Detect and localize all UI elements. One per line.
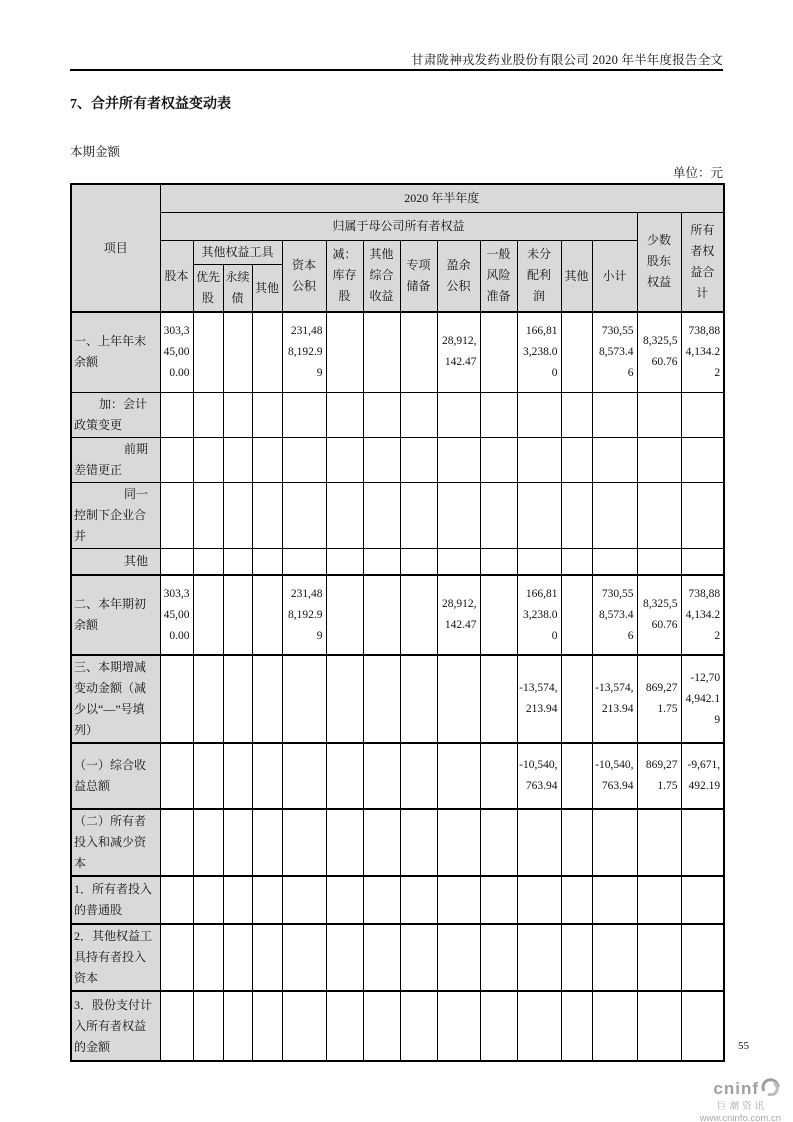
value-cell (480, 924, 517, 991)
value-cell (252, 743, 282, 809)
value-cell (561, 809, 592, 876)
value-cell (193, 655, 223, 743)
value-cell (480, 655, 517, 743)
value-cell (160, 924, 193, 991)
value-cell (437, 991, 480, 1061)
total-owners-equity-label: 所有者权益合计 (690, 222, 715, 300)
value-cell (400, 991, 437, 1061)
retained-earnings-label: 未分配利润 (527, 247, 552, 304)
value-cell (326, 312, 363, 392)
surplus-reserve-label: 盈余公积 (446, 257, 471, 293)
row-label: （二）所有者投入和减少资本 (71, 809, 160, 876)
value-cell (363, 809, 400, 876)
value-cell: 730,558,573.46 (592, 312, 637, 392)
value-cell (480, 575, 517, 655)
value-cell (252, 548, 282, 575)
value-cell (223, 482, 252, 548)
value-cell (681, 392, 724, 437)
value-cell (561, 743, 592, 809)
cninfo-brand-text: cninf (713, 1078, 759, 1098)
section-title: 7、合并所有者权益变动表 (70, 97, 231, 112)
row-label: （一）综合收益总额 (71, 743, 160, 809)
value-cell (561, 392, 592, 437)
table-row (71, 548, 724, 575)
value-cell (193, 743, 223, 809)
value-cell (223, 991, 252, 1061)
value-cell (480, 312, 517, 392)
value-cell (160, 392, 193, 437)
value-cell (400, 876, 437, 924)
column-header-retained-earnings (517, 240, 561, 312)
column-header-preferred-stock (193, 264, 223, 312)
value-cell (517, 876, 561, 924)
column-header-special-reserve (400, 240, 437, 312)
value-cell (561, 548, 592, 575)
value-cell (223, 924, 252, 991)
table-row (71, 437, 724, 482)
row-label: 其他 (71, 548, 160, 575)
value-cell (252, 575, 282, 655)
value-cell (193, 548, 223, 575)
table-row (71, 392, 724, 437)
value-cell (363, 312, 400, 392)
value-cell (400, 655, 437, 743)
value-cell (193, 991, 223, 1061)
value-cell (282, 991, 326, 1061)
value-cell (561, 924, 592, 991)
value-cell (681, 809, 724, 876)
value-cell (637, 809, 681, 876)
value-cell (326, 876, 363, 924)
period-subtitle: 本期金额 (70, 145, 121, 159)
special-reserve-label: 专项储备 (406, 257, 431, 293)
value-cell (193, 392, 223, 437)
value-cell: 8,325,560.76 (637, 575, 681, 655)
value-cell (561, 482, 592, 548)
value-cell (681, 876, 724, 924)
value-cell (681, 437, 724, 482)
value-cell (326, 655, 363, 743)
value-cell (282, 924, 326, 991)
value-cell (437, 392, 480, 437)
value-cell (252, 809, 282, 876)
column-header-other-equity-instruments: 其他权益工具 (193, 240, 282, 264)
value-cell (480, 437, 517, 482)
value-cell (517, 991, 561, 1061)
value-cell (480, 876, 517, 924)
value-cell (517, 437, 561, 482)
table-row (71, 991, 724, 1061)
value-cell (437, 809, 480, 876)
column-header-share-capital (160, 240, 193, 312)
value-cell (561, 437, 592, 482)
column-header-minority-interest (637, 212, 681, 312)
value-cell (592, 809, 637, 876)
value-cell (252, 655, 282, 743)
row-label: 同一控制下企业合并 (71, 482, 160, 548)
value-cell (637, 482, 681, 548)
other-instrument-label: 其他 (255, 280, 280, 295)
value-cell (223, 809, 252, 876)
table-row (71, 743, 724, 809)
value-cell (252, 876, 282, 924)
value-cell (193, 876, 223, 924)
column-header-capital-reserve (282, 240, 326, 312)
value-cell (223, 548, 252, 575)
value-cell (592, 482, 637, 548)
table-row (71, 482, 724, 548)
value-cell (193, 437, 223, 482)
column-header-total-owners-equity (681, 212, 724, 312)
value-cell (326, 924, 363, 991)
perpetual-bond-label: 永续债 (225, 269, 250, 305)
value-cell (437, 743, 480, 809)
value-cell (252, 392, 282, 437)
value-cell: 738,884,134.22 (681, 312, 724, 392)
value-cell: -12,704,942.19 (681, 655, 724, 743)
value-cell (160, 437, 193, 482)
row-label: 加：会计政策变更 (71, 392, 160, 437)
value-cell (437, 482, 480, 548)
subtotal-label: 小计 (602, 268, 627, 283)
cninfo-url: www.cninfo.com.cn (699, 1113, 781, 1122)
value-cell (282, 548, 326, 575)
row-label: 三、本期增减变动金额（减少以“—”号填列） (71, 655, 160, 743)
value-cell (363, 392, 400, 437)
value-cell: 730,558,573.46 (592, 575, 637, 655)
row-label: 前期差错更正 (71, 437, 160, 482)
value-cell (437, 655, 480, 743)
value-cell (400, 482, 437, 548)
value-cell (282, 743, 326, 809)
column-header-item: 项目 (71, 184, 160, 312)
value-cell (363, 991, 400, 1061)
capital-reserve-label: 资本公积 (292, 257, 317, 293)
row-label: 3．股份支付计入所有者权益的金额 (71, 991, 160, 1061)
value-cell (223, 876, 252, 924)
cninfo-logo (661, 1078, 781, 1122)
value-cell: 738,884,134.22 (681, 575, 724, 655)
row-label: 二、本年期初余额 (71, 575, 160, 655)
value-cell: 28,912,142.47 (437, 575, 480, 655)
value-cell (160, 548, 193, 575)
value-cell (400, 575, 437, 655)
value-cell (252, 437, 282, 482)
value-cell (326, 575, 363, 655)
value-cell: 303,345,000.00 (160, 312, 193, 392)
value-cell: 869,271.75 (637, 743, 681, 809)
value-cell (637, 548, 681, 575)
value-cell: 231,488,192.99 (282, 575, 326, 655)
value-cell (326, 392, 363, 437)
page-number: 55 (738, 1040, 749, 1052)
value-cell (363, 655, 400, 743)
value-cell (252, 991, 282, 1061)
share-capital-label: 股本 (164, 268, 189, 283)
value-cell (363, 482, 400, 548)
table-row (71, 575, 724, 655)
value-cell: 166,813,238.00 (517, 575, 561, 655)
row-label: 一、上年年末余额 (71, 312, 160, 392)
other-label: 其他 (564, 268, 589, 283)
value-cell (363, 548, 400, 575)
value-cell (400, 548, 437, 575)
value-cell (282, 809, 326, 876)
value-cell: -13,574,213.94 (592, 655, 637, 743)
value-cell (326, 809, 363, 876)
value-cell (437, 548, 480, 575)
value-cell (326, 482, 363, 548)
value-cell (223, 312, 252, 392)
value-cell (363, 437, 400, 482)
value-cell (252, 924, 282, 991)
cninfo-chinese-name: 巨潮资讯 (716, 1100, 767, 1112)
value-cell (681, 548, 724, 575)
row-label: 2．其他权益工具持有者投入资本 (71, 924, 160, 991)
table-row (71, 876, 724, 924)
document-header-title: 甘肃陇神戎发药业股份有限公司 2020 年半年度报告全文 (411, 53, 723, 67)
value-cell (193, 924, 223, 991)
value-cell (437, 437, 480, 482)
value-cell (363, 924, 400, 991)
value-cell (282, 392, 326, 437)
value-cell (637, 991, 681, 1061)
value-cell (326, 437, 363, 482)
table-row (71, 312, 724, 392)
general-risk-reserve-label: 一般风险准备 (486, 247, 511, 304)
value-cell (517, 548, 561, 575)
value-cell (517, 482, 561, 548)
table-row (71, 655, 724, 743)
value-cell (437, 924, 480, 991)
value-cell (160, 482, 193, 548)
column-header-perpetual-bond (223, 264, 252, 312)
value-cell (592, 437, 637, 482)
value-cell: -13,574,213.94 (517, 655, 561, 743)
value-cell: 166,813,238.00 (517, 312, 561, 392)
value-cell (282, 655, 326, 743)
value-cell (223, 655, 252, 743)
value-cell (592, 991, 637, 1061)
value-cell (561, 991, 592, 1061)
value-cell (592, 876, 637, 924)
value-cell (561, 655, 592, 743)
value-cell (480, 548, 517, 575)
value-cell (592, 548, 637, 575)
value-cell (282, 482, 326, 548)
value-cell (400, 743, 437, 809)
value-cell (517, 392, 561, 437)
value-cell (326, 991, 363, 1061)
value-cell (400, 392, 437, 437)
value-cell (437, 876, 480, 924)
value-cell (517, 924, 561, 991)
value-cell (637, 437, 681, 482)
minority-interest-label: 少数股东权益 (647, 233, 672, 290)
column-header-surplus-reserve (437, 240, 480, 312)
value-cell (193, 312, 223, 392)
value-cell: 8,325,560.76 (637, 312, 681, 392)
value-cell (480, 991, 517, 1061)
value-cell (160, 655, 193, 743)
value-cell (282, 876, 326, 924)
value-cell (223, 575, 252, 655)
value-cell (193, 575, 223, 655)
equity-change-table (70, 183, 725, 1062)
value-cell: 231,488,192.99 (282, 312, 326, 392)
value-cell (400, 437, 437, 482)
value-cell (517, 809, 561, 876)
table-row (71, 924, 724, 991)
value-cell: -9,671,492.19 (681, 743, 724, 809)
value-cell: 869,271.75 (637, 655, 681, 743)
unit-label: 单位：元 (672, 166, 723, 180)
value-cell (252, 482, 282, 548)
value-cell (363, 876, 400, 924)
value-cell (637, 392, 681, 437)
value-cell (681, 482, 724, 548)
column-header-other-comprehensive-income (363, 240, 400, 312)
value-cell (193, 482, 223, 548)
value-cell (223, 743, 252, 809)
value-cell (637, 876, 681, 924)
value-cell: 28,912,142.47 (437, 312, 480, 392)
value-cell (160, 991, 193, 1061)
value-cell (681, 924, 724, 991)
value-cell: -10,540,763.94 (592, 743, 637, 809)
value-cell (223, 392, 252, 437)
row-label: 1．所有者投入的普通股 (71, 876, 160, 924)
value-cell: 303,345,000.00 (160, 575, 193, 655)
value-cell (193, 809, 223, 876)
value-cell (480, 482, 517, 548)
value-cell (252, 312, 282, 392)
value-cell (592, 392, 637, 437)
value-cell (637, 924, 681, 991)
value-cell (681, 991, 724, 1061)
value-cell (480, 809, 517, 876)
column-header-general-risk-reserve (480, 240, 517, 312)
value-cell (561, 876, 592, 924)
preferred-stock-label: 优先股 (196, 269, 221, 305)
value-cell (326, 743, 363, 809)
value-cell (400, 809, 437, 876)
column-header-other-instrument (252, 264, 282, 312)
value-cell (326, 548, 363, 575)
value-cell (480, 392, 517, 437)
other-comprehensive-income-label: 其他综合收益 (369, 247, 394, 304)
value-cell (160, 876, 193, 924)
value-cell (160, 809, 193, 876)
column-header-parent-group: 归属于母公司所有者权益 (160, 212, 637, 240)
column-header-other (561, 240, 592, 312)
value-cell: -10,540,763.94 (517, 743, 561, 809)
value-cell (592, 924, 637, 991)
value-cell (561, 312, 592, 392)
value-cell (363, 743, 400, 809)
value-cell (282, 437, 326, 482)
header-divider (70, 69, 723, 71)
value-cell (400, 312, 437, 392)
value-cell (480, 743, 517, 809)
column-header-period: 2020 年半年度 (160, 184, 724, 212)
table-row (71, 809, 724, 876)
value-cell (223, 437, 252, 482)
value-cell (363, 575, 400, 655)
column-header-subtotal (592, 240, 637, 312)
value-cell (400, 924, 437, 991)
column-header-less-treasury-stock (326, 240, 363, 312)
less-treasury-stock-label: 减：库存股 (332, 247, 357, 304)
value-cell (561, 575, 592, 655)
cninfo-swirl-icon (761, 1078, 781, 1101)
value-cell (160, 743, 193, 809)
